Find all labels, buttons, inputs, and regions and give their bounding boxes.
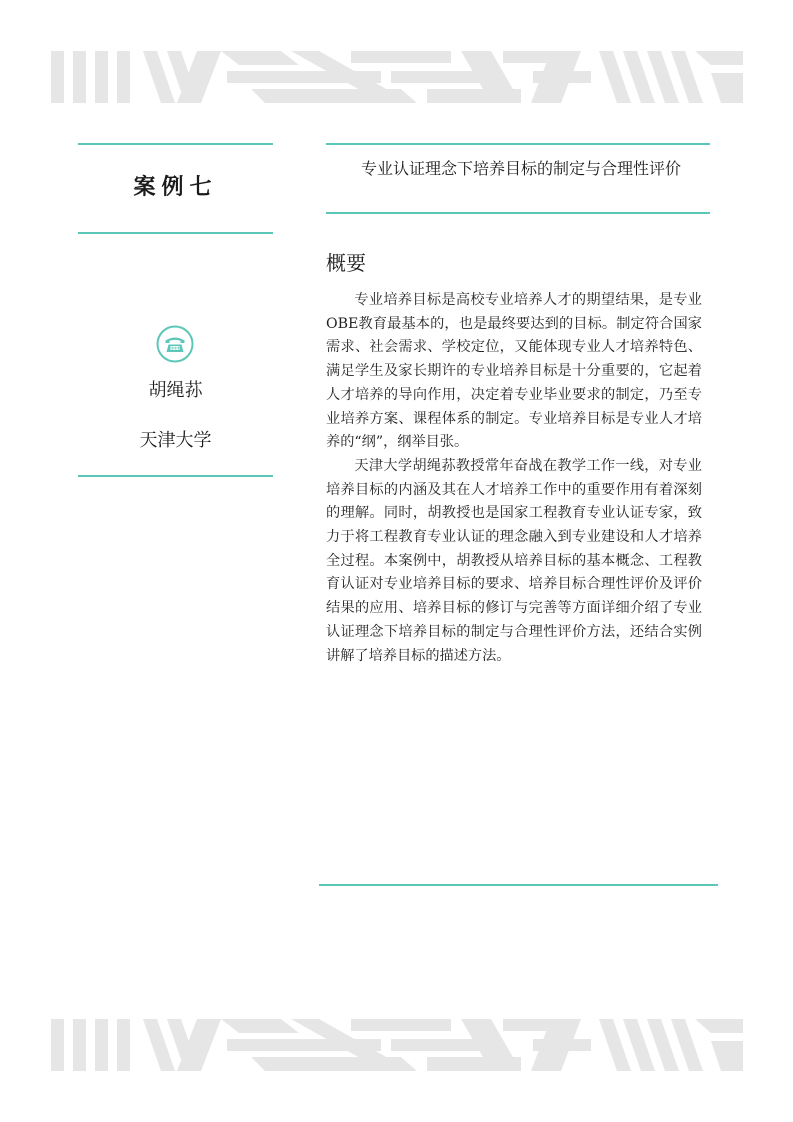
telephone-icon [156,325,194,363]
summary-paragraph: 天津大学胡绳荪教授常年奋战在教学工作一线，对专业培养目标的内涵及其在人才培养工作中的重要作用有着深刻的理解。同时，胡教授也是国家工程教育专业认证专家，致力于将工程教育专业认证的理念融入到专业建设和人才培养全过程。本案例中，胡教授从培养目标的基本概念、工程教育认证对专业培养目标的要求、培养目标合理性评价及评价结果的应用、培养目标的修订与完善等方面详细介绍了专业认证理念下培养目标的制定与合理性评价方法，还结合实例讲解了培养目标的描述方法。 [326,457,702,664]
top-decorative-band [51,51,743,103]
sidebar-top-rule [78,143,273,145]
sidebar-bottom-rule [78,475,273,477]
summary-body [326,289,702,668]
bottom-decorative-band [51,1019,743,1071]
article-title: 专业认证理念下培养目标的制定与合理性评价 [360,159,681,178]
title-top-rule [326,143,710,145]
section-heading: 概要 [326,251,366,275]
case-label: 案例七 [133,174,218,200]
author-affiliation: 天津大学 [139,430,212,451]
title-bottom-rule [326,212,710,214]
summary-paragraph: 专业培养目标是高校专业培养人才的期望结果，是专业OBE教育最基本的，也是最终要达到的目标。制定符合国家需求、社会需求、学校定位，又能体现专业人才培养特色、满足学生及家长期许的专业培养目标是十分重要的，它起着人才培养的导向作用，决定着专业毕业要求的制定，乃至专业培养方案、课程体系的制定。专业培养目标是专业人才培养的“纲”，纲举目张。 [326,292,702,451]
sidebar-middle-rule [78,232,273,234]
content-end-rule [319,884,718,886]
author-name: 胡绳荪 [148,380,203,401]
